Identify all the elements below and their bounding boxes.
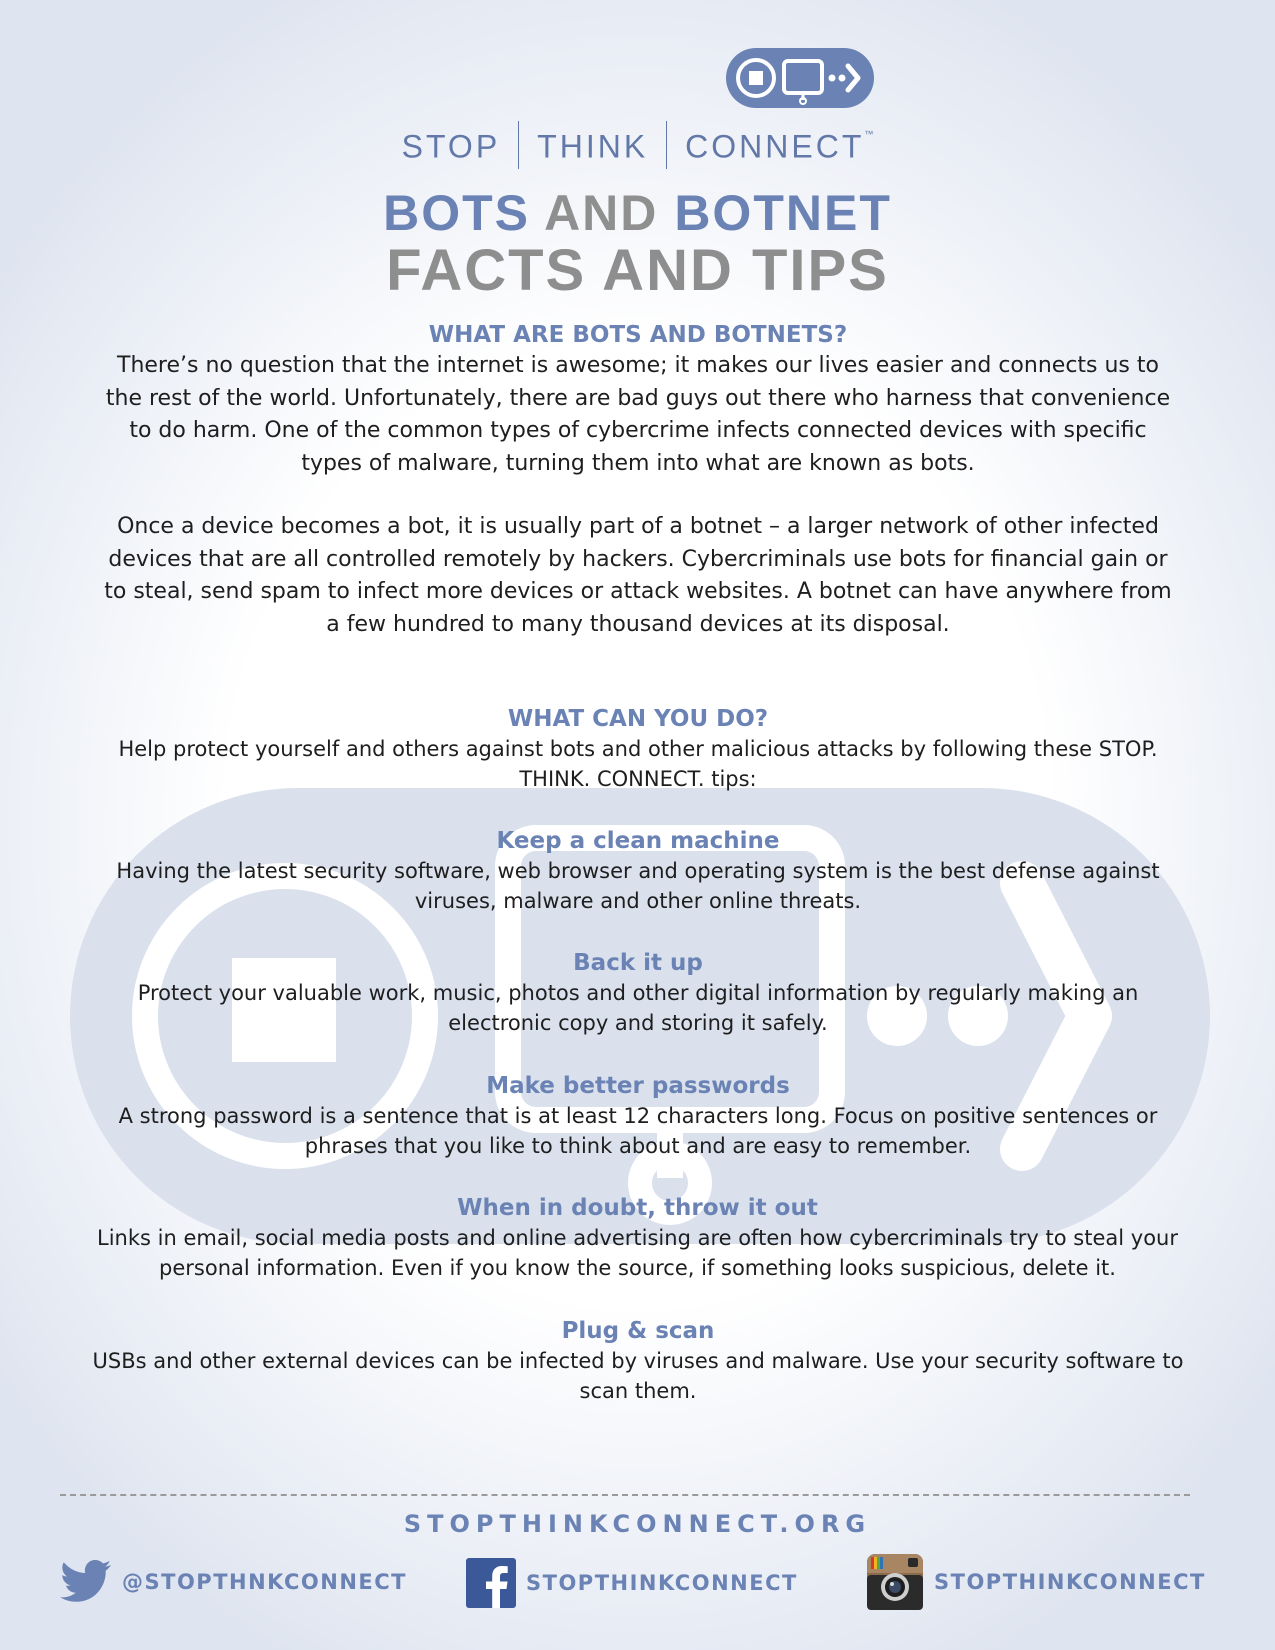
section-what-are-bots (78, 320, 1198, 641)
tip-title: When in doubt, throw it out (457, 1195, 818, 1221)
tip-body: Having the latest security software, web browser and operating system is the best defense against viruses, malware and other online threats. (116, 859, 1160, 913)
section-paragraph: There’s no question that the internet is awesome; it makes our lives easier and connects us to the rest of the world. Unfortunately, there are bad guys out there who harness that convenience to do harm. One of the common types of cybercrime infects connected devices with specific types of malware, turning them into what are known as bots. (105, 353, 1171, 476)
instagram-handle-label: STOPTHINKCONNECT (934, 1570, 1206, 1594)
stop-think-connect-logo-icon (726, 48, 874, 108)
tip-title: Make better passwords (486, 1073, 790, 1099)
title-and: AND (544, 185, 659, 241)
wordmark-stop: STOP (401, 128, 501, 165)
section-heading: WHAT ARE BOTS AND BOTNETS? (428, 322, 848, 348)
instagram-handle[interactable] (866, 1553, 1206, 1611)
twitter-handle[interactable] (60, 1560, 407, 1604)
tip-body: A strong password is a sentence that is at least 12 characters long. Focus on positive sentences or phrases that you like to think about and are easy to remember. (118, 1104, 1158, 1158)
wordmark-connect: CONNECT (685, 128, 865, 165)
tip-body: Links in email, social media posts and online advertising are often how cybercriminals try to steal your personal information. Even if you know the source, if something looks suspicious, delete it. (97, 1226, 1178, 1280)
tip-body: Protect your valuable work, music, photos and other digital information by regularly making an electronic copy and storing it safely. (137, 981, 1139, 1035)
section-heading: WHAT CAN YOU DO? (507, 706, 769, 732)
section-paragraph: Once a device becomes a bot, it is usually part of a botnet – a larger network of other infected devices that are all controlled remotely by hackers. Cybercriminals use bots for financial gain or to steal, send spam to infect more devices or attack websites. A botnet can have anywhere from a few hundred to many thousand devices at its disposal. (104, 514, 1172, 637)
section-intro: Help protect yourself and others against bots and other malicious attacks by following these STOP. THINK. CONNECT. tips: (118, 737, 1158, 791)
tip-title: Keep a clean machine (496, 828, 780, 854)
website-link[interactable]: STOPTHINKCONNECT.ORG (403, 1510, 872, 1538)
trademark-symbol: ™ (864, 129, 874, 139)
title-bots: BOTS (383, 185, 531, 241)
section-what-can-you-do (78, 704, 1198, 794)
page-title-line1 (0, 184, 1275, 242)
wordmark-divider (518, 121, 519, 169)
wordmark-think: THINK (537, 128, 649, 165)
twitter-handle-label: @STOPTHNKCONNECT (122, 1570, 407, 1594)
twitter-icon (60, 1560, 112, 1604)
tip-title: Back it up (573, 950, 703, 976)
wordmark-divider (666, 121, 667, 169)
facebook-icon (466, 1558, 516, 1608)
page-title-line2: FACTS AND TIPS (386, 238, 889, 303)
tip-item (78, 948, 1198, 1038)
tip-item (78, 1316, 1198, 1406)
instagram-icon (866, 1553, 924, 1611)
footer-divider (60, 1494, 1190, 1496)
facebook-handle[interactable] (466, 1558, 798, 1608)
tip-item (78, 826, 1198, 916)
title-botnet: BOTNET (674, 185, 892, 241)
tip-item (60, 1193, 1215, 1283)
tip-body: USBs and other external devices can be infected by viruses and malware. Use your security software to scan them. (92, 1349, 1184, 1403)
facebook-handle-label: STOPTHINKCONNECT (526, 1571, 798, 1595)
tip-item (78, 1071, 1198, 1161)
brand-wordmark (0, 125, 1275, 173)
tip-title: Plug & scan (561, 1318, 715, 1344)
